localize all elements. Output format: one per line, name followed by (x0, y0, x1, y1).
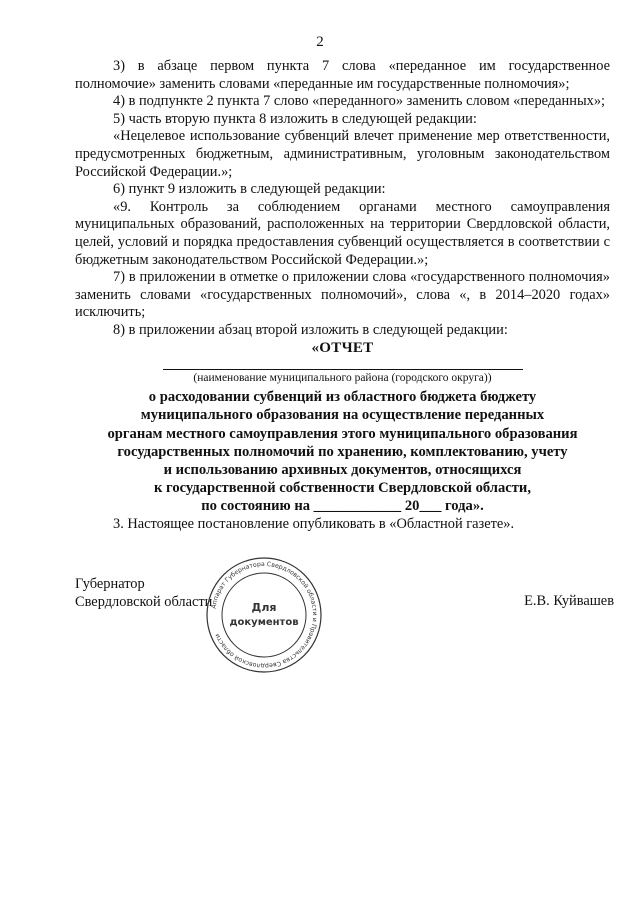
paragraph-3: 3) в абзаце первом пункта 7 слова «переданное им государственное полномочие» заменить словами «переданные им государственные полномочия»; (75, 58, 610, 92)
paragraph-7: 7) в приложении в отметке о приложении слова «государственного полномочия» заменить словами «государственных полномочий», слова «, в 2014–2020 годах» исключить; (75, 269, 610, 321)
paragraph-6-quote: «9. Контроль за соблюдением органами местного самоуправления муниципальных образований, расположенных на территории Свердловской области, целей, условий и порядка предоставления субвенций осуществляется в соответствии с бюджетным законодательством Российской Федерации.»; (75, 198, 610, 268)
report-line: органам местного самоуправления этого муниципального образования (107, 425, 578, 442)
report-line: о расходовании субвенций из областного бюджета бюджету (148, 389, 537, 406)
document-body (75, 58, 610, 533)
signature-position (75, 575, 212, 611)
report-line: государственных полномочий по хранению, комплектованию, учету (117, 443, 568, 460)
report-line: к государственной собственности Свердловской области, (154, 480, 531, 497)
signature-name: Е.В. Куйвашев (524, 593, 614, 609)
closing-paragraph: 3. Настоящее постановление опубликовать в «Областной газете». (113, 515, 515, 532)
stamp-center-line-2: документов (229, 617, 299, 628)
page-number: 2 (316, 34, 324, 50)
paragraph-6: 6) пункт 9 изложить в следующей редакции: (113, 181, 386, 198)
paragraph-5: 5) часть вторую пункта 8 изложить в следующей редакции: (113, 110, 477, 127)
stamp-center-line-1: Для (251, 601, 277, 614)
municipality-blank-line (163, 369, 523, 370)
stamp-seal (204, 555, 324, 675)
paragraph-5-quote: «Нецелевое использование субвенций влечет применение мер ответственности, предусмотренных бюджетным, административным, уголовным законодательством Российской Федерации.»; (75, 128, 610, 180)
paragraph-4: 4) в подпункте 2 пункта 7 слово «переданного» заменить словом «переданных»; (113, 93, 606, 110)
signature-position-line-2: Свердловской области (75, 594, 213, 610)
report-title: «ОТЧЕТ (311, 339, 374, 356)
stamp-ring-text: Аппарат Губернатора Свердловской области и Правительства Свердловской области (210, 560, 319, 670)
paragraph-8: 8) в приложении абзац второй изложить в следующей редакции: (113, 321, 508, 338)
report-date-line: по состоянию на ____________ 20___ года». (201, 498, 484, 515)
report-line: и использованию архивных документов, относящихся (163, 461, 522, 478)
report-line: муниципального образования на осуществление переданных (140, 407, 545, 424)
signature-position-line-1: Губернатор (75, 576, 145, 592)
municipality-note: (наименование муниципального района (городского округа)) (193, 372, 492, 385)
